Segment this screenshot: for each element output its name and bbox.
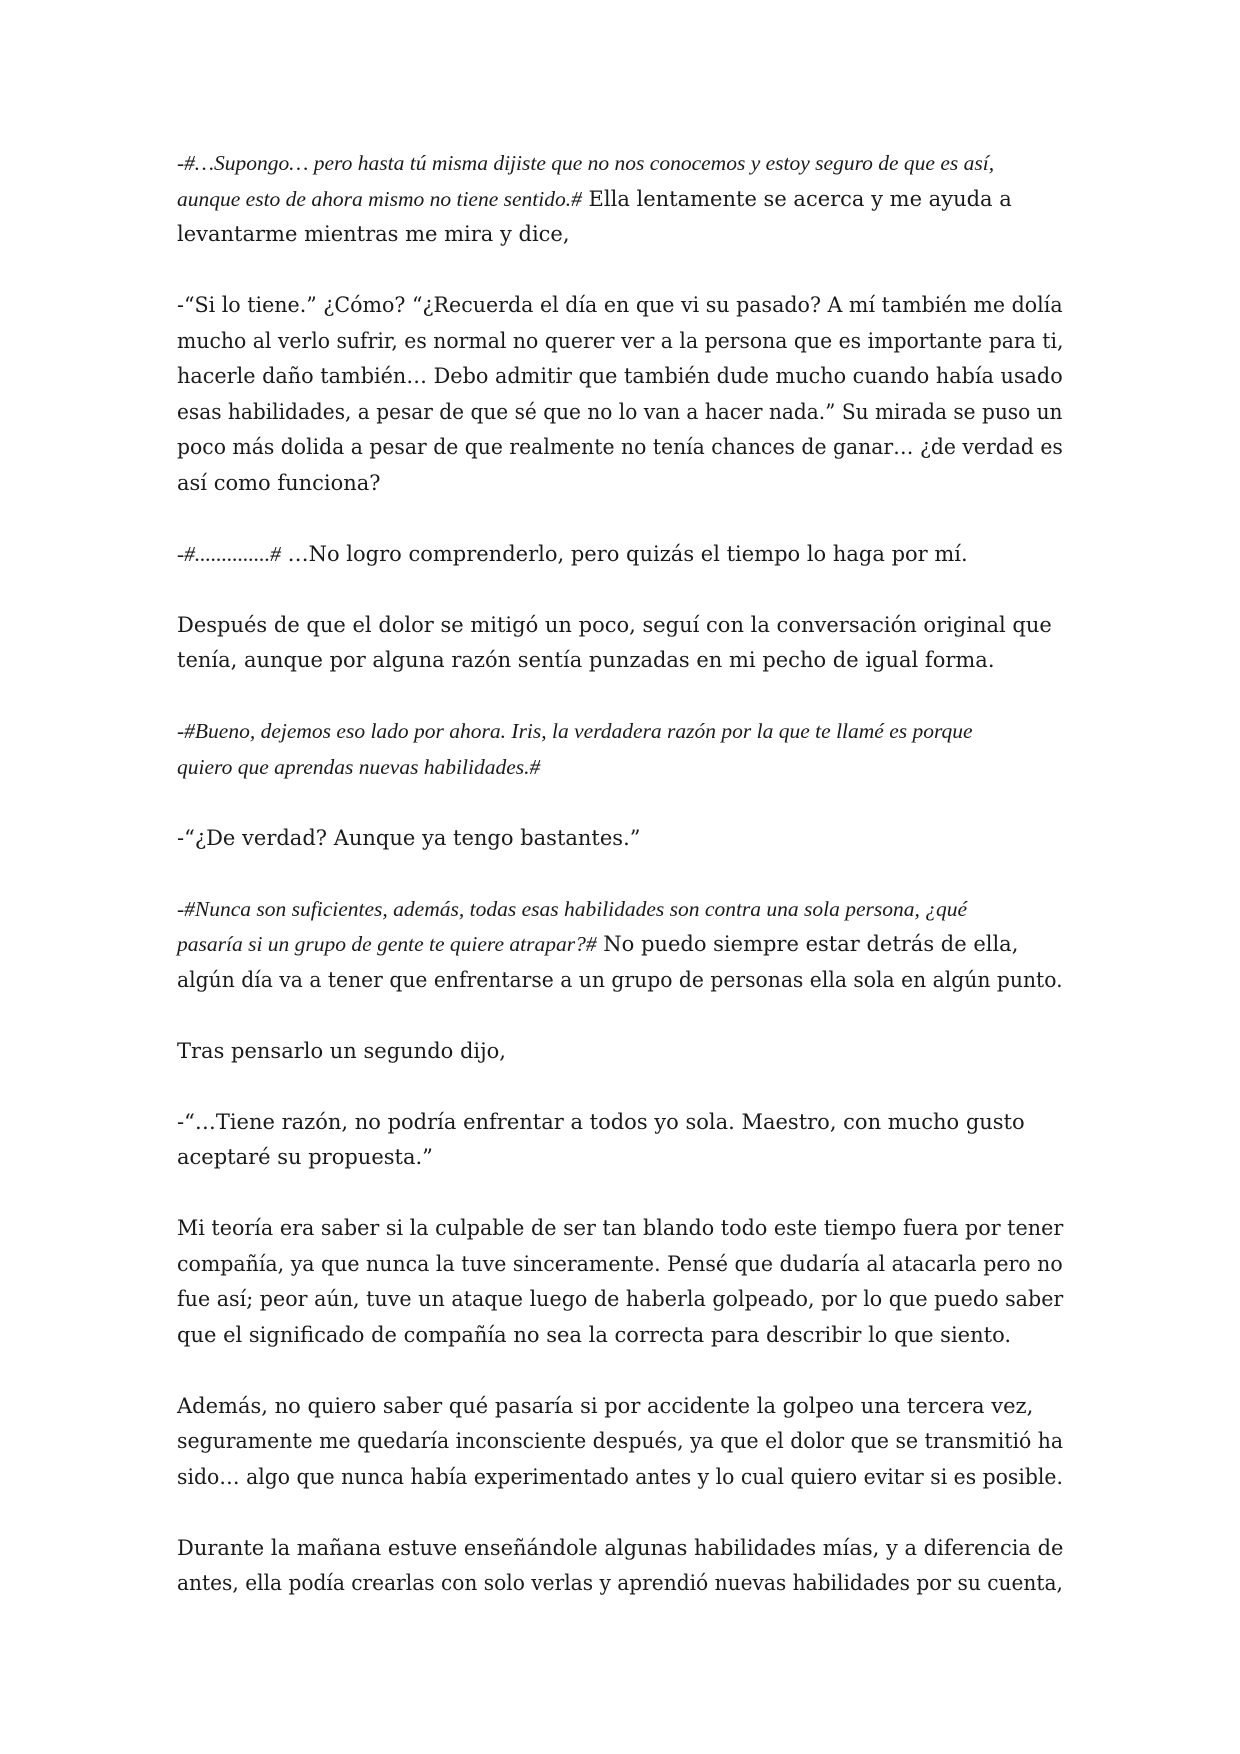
text-line — [177, 395, 1063, 431]
body-text: antes, ella podía crearlas con solo verlas y aprendió nuevas habilidades por su cuenta, — [177, 1571, 1063, 1595]
body-text: Mi teoría era saber si la culpable de ser tan blando todo este tiempo fuera por tener — [177, 1216, 1064, 1240]
paragraph — [177, 537, 1063, 573]
text-line — [177, 821, 1063, 857]
text-line — [177, 750, 1063, 786]
text-line — [177, 1140, 1063, 1176]
body-text: que el significado de compañía no sea la correcta para describir lo que siento. — [177, 1322, 1012, 1347]
text-line — [177, 1105, 1063, 1141]
paragraph — [177, 714, 1063, 785]
body-text: esas habilidades, a pesar de que sé que no lo van a hacer nada.” Su mirada se puso un — [177, 399, 1063, 424]
paragraph — [177, 1531, 1063, 1602]
text-line — [177, 466, 1063, 502]
body-text: -“Si lo tiene.” ¿Cómo? “¿Recuerda el día en que vi su pasado? A mí también me dolía — [177, 293, 1063, 317]
body-text: Tras pensarlo un segundo dijo, — [177, 1038, 506, 1063]
italic-dialogue-text: -#..............# — [177, 541, 281, 566]
text-line — [177, 608, 1063, 644]
body-text: levantarme mientras me mira y dice, — [177, 222, 570, 246]
paragraph — [177, 146, 1063, 253]
text-line — [177, 146, 1063, 182]
text-line — [177, 430, 1063, 466]
italic-dialogue-text: pasaría si un grupo de gente te quiere atrapar?# — [177, 932, 597, 956]
text-line — [177, 1424, 1064, 1460]
text-line — [177, 1034, 1063, 1070]
body-text: -“¿De verdad? Aunque ya tengo bastantes.” — [177, 825, 641, 850]
italic-dialogue-text: aunque esto de ahora mismo no tiene sentido.# — [177, 186, 582, 211]
paragraph — [177, 1211, 1063, 1353]
body-text: No puedo siempre estar detrás de ella, — [596, 932, 1019, 956]
text-line — [177, 359, 1063, 395]
body-text: …No logro comprenderlo, pero quizás el tiempo lo haga por mí. — [280, 541, 968, 566]
paragraph — [177, 821, 1063, 857]
paragraph — [177, 288, 1063, 501]
text-line — [177, 1566, 1063, 1602]
text-line — [177, 1247, 1063, 1283]
document-page — [177, 146, 1063, 1637]
body-text: así como funciona? — [177, 470, 381, 495]
paragraph — [177, 892, 1063, 999]
body-text: mucho al verlo sufrir, es normal no querer ver a la persona que es importante para ti, — [177, 328, 1064, 353]
paragraph — [177, 608, 1063, 679]
italic-dialogue-text: -#Nunca son suficientes, además, todas esas habilidades son contra una sola persona, ¿qué — [177, 896, 968, 921]
italic-dialogue-text: -#Bueno, dejemos eso lado por ahora. Iris, la verdadera razón por la que te llamé es porque — [177, 719, 973, 743]
paragraph — [177, 1034, 1063, 1070]
text-line — [177, 892, 1063, 928]
paragraph — [177, 1105, 1063, 1176]
paragraph — [177, 1389, 1063, 1496]
text-line — [177, 1531, 1062, 1567]
body-text: Después de que el dolor se mitigó un poco, seguí con la conversación original que — [177, 612, 1052, 637]
text-line — [177, 1282, 1064, 1318]
body-text: aceptaré su propuesta.” — [177, 1145, 433, 1169]
body-text: hacerle daño también… Debo admitir que también dude mucho cuando había usado — [177, 364, 1063, 388]
text-line — [177, 288, 1063, 324]
italic-dialogue-text: -#…Supongo… pero hasta tú misma dijiste que no nos conocemos y estoy seguro de que es así, — [177, 151, 995, 175]
body-text: Durante la mañana estuve enseñándole algunas habilidades mías, y a diferencia de — [177, 1535, 1064, 1560]
text-line — [177, 182, 1063, 218]
body-text: -“…Tiene razón, no podría enfrentar a todos yo sola. Maestro, con mucho gusto — [177, 1109, 1025, 1134]
body-text: compañía, ya que nunca la tuve sinceramente. Pensé que dudaría al atacarla pero no — [177, 1251, 1063, 1276]
body-text: Además, no quiero saber qué pasaría si por accidente la golpeo una tercera vez, — [177, 1393, 1034, 1418]
body-text: poco más dolida a pesar de que realmente no tenía chances de ganar… ¿de verdad es — [177, 435, 1063, 459]
body-text: fue así; peor aún, tuve un ataque luego de haberla golpeado, por lo que puedo saber — [177, 1287, 1064, 1311]
body-text: tenía, aunque por alguna razón sentía punzadas en mi pecho de igual forma. — [177, 648, 995, 672]
text-line — [177, 324, 1064, 360]
text-line — [177, 1211, 1064, 1247]
body-text: Ella lentamente se acerca y me ayuda a — [581, 186, 1012, 211]
text-line — [177, 963, 1063, 999]
italic-dialogue-text: quiero que aprendas nuevas habilidades.# — [177, 754, 541, 779]
body-text: sido… algo que nunca había experimentado antes y lo cual quiero evitar si es posible. — [177, 1464, 1063, 1489]
text-line — [177, 217, 1063, 253]
text-line — [177, 1389, 1063, 1425]
text-line — [177, 714, 1063, 750]
text-line — [177, 643, 1063, 679]
text-line — [177, 1318, 1063, 1354]
text-line — [177, 927, 1063, 963]
text-line — [177, 537, 1063, 573]
body-text: algún día va a tener que enfrentarse a un grupo de personas ella sola en algún punto. — [177, 967, 1063, 992]
body-text: seguramente me quedaría inconsciente después, ya que el dolor que se transmitió ha — [177, 1429, 1064, 1453]
text-line — [177, 1460, 1063, 1496]
